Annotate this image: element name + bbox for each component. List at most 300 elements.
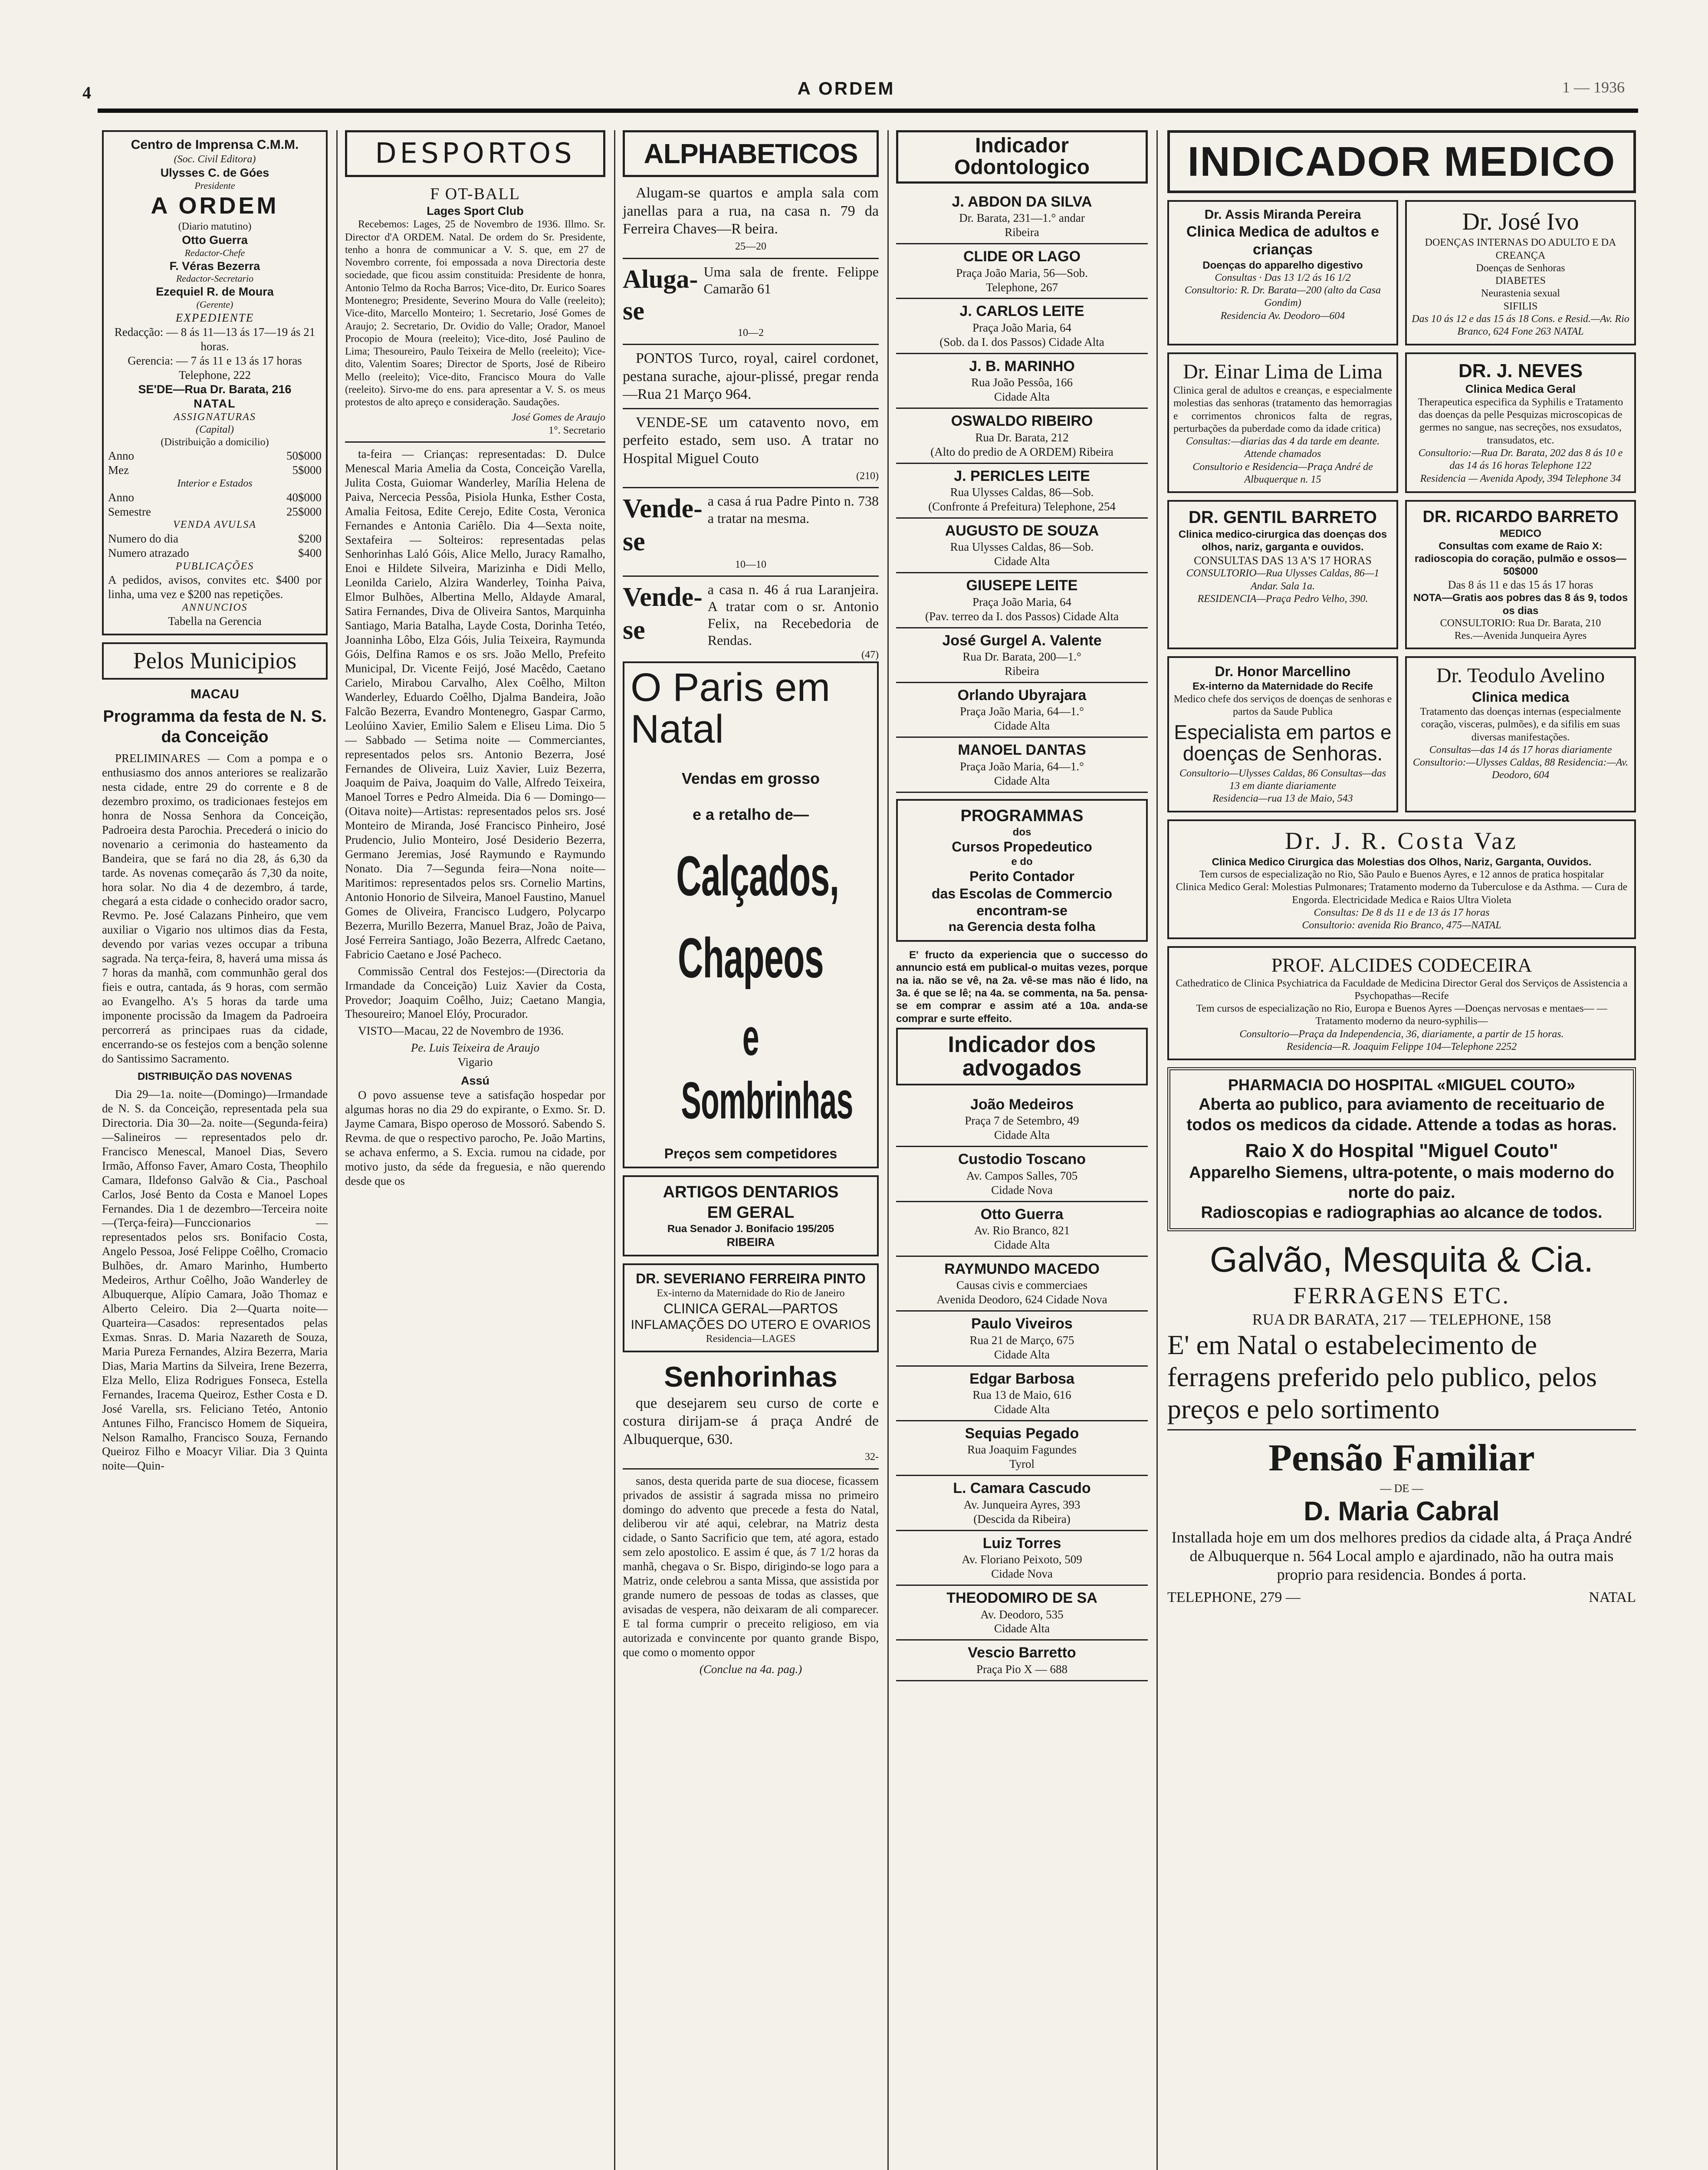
rule (623, 575, 879, 577)
visto-role: Vigario (457, 1055, 493, 1069)
dentist-name: CLIDE OR LAGO (963, 248, 1081, 265)
club-name: Lages Sport Club (427, 204, 524, 218)
dentist-address: Praça João Maria, 56—Sob. (956, 266, 1088, 279)
dentist-entry (896, 409, 1148, 464)
ad-vende-se-1-title: Vende-se (623, 494, 703, 557)
rule (345, 441, 605, 443)
card-jose-ivo (1405, 200, 1636, 345)
paris-calcados: Calçados, (676, 844, 839, 908)
paris-chapeos: Chapeos (677, 926, 824, 990)
doctor-l3: Consultas · Das 13 1/2 ás 16 1/2 (1215, 272, 1351, 283)
novenas-text: Dia 29—1a. noite—(Domingo)—Irmandade de N. S. da Conceição, representada pela sua Directoria. Dia 30—2a. noite—(Segunda-feira)—Salineiros — representados pelo dr. Francisco Menescal, Manoel Dias, Severo Irmão, Affonso Faver, Amaro Costa, Theophilo Camara, Ildefonso Galvão & Cia., Paschoal Carlos, José Bento da Costa e Manoel Lopes Fernandes. Dia 1 de dezembro—Terceira noite—(Terça-feira)—Funccionarios — representados pelos srs. Bonifacio Costa, Angelo Pessoa, José Felippe Coêlho, Cromacio Bulhões, dr. Amaro Marinho, Humberto Medeiros, Arthur Coêlho, João Wanderley de Albuquerque, Alípio Camara, João Thomaz e Alberto Celeiro. Dia 2—Quarta noite—Quarteira—Casados: representados pelas Exmas. Snras. D. Maria Nazareth de Souza, Maria Pureza Fernandes, Alzira Bezerra, Maria Dias, Maria Martins da Silveira, Irene Bezerra, Elza Mello, Eliza Rodrigues Fonseca, Estella Fernandes, Iracema Queiroz, Esther Costa e D. José Varella, srs. Feliciano Tetéo, Antonio Antunes Filho, Francisco Homem de Siqueira, Nelson Ramalho, Francisco Souza, Fernando Queiroz Filho e Moacyr Viliar. Dia 3 Quinta noite—Quin- (102, 1088, 328, 1473)
lawyer-address: Rua Joaquim Fagundes (967, 1443, 1077, 1457)
pharmacia-l1: Aberta ao publico, para aviamento de receituario de todos os medicos da cidade. Attende a todas as horas. (1186, 1095, 1617, 1134)
column-rule (887, 130, 889, 2170)
doctor-l3: Consultorio:—Ulysses Caldas, 88 Residencia:—Av. Deodoro, 604 (1412, 757, 1629, 781)
paris-sombrinhas: e Sombrinhas (681, 1008, 853, 1130)
lawyer-name: THEODOMIRO DE SA (946, 1590, 1097, 1607)
card-j-neves (1405, 352, 1636, 493)
doctor-l3: DIABETES (1495, 275, 1546, 287)
senhorinhas-code: 32- (865, 1451, 879, 1463)
distrib-title: DISTRIBUIÇÃO DAS NOVENAS (137, 1070, 292, 1082)
club-sign: José Gomes de Araujo (511, 412, 605, 424)
dentist-address: Rua Dr. Barata, 212 (975, 431, 1069, 444)
page-number: 4 (82, 83, 91, 102)
lawyer-name: Vescio Barretto (968, 1644, 1076, 1661)
dentist-name: J. PERICLES LEITE (954, 467, 1090, 484)
doctor-l1: Cathedratico de Clinica Psychiatrica da Faculdade de Medicina Director Geral dos Serviços de Assistencia a Psychopathas—Recife (1176, 977, 1628, 1002)
paper-sub: (Diario matutino) (178, 220, 252, 232)
dentist-address: Rua Ulysses Caldas, 86—Sob. (950, 485, 1094, 499)
telephone: Telephone, 222 (178, 368, 251, 381)
ad-pharmacia (1167, 1067, 1636, 1231)
doctor-l3: Consultorio e Residencia—Praça André de Albuquerque n. 15 (1192, 461, 1373, 485)
dentist-address: (Pav. terreo da I. dos Passos) Cidade Alta (925, 609, 1119, 623)
dentist-entry (896, 464, 1148, 519)
lawyer-address: Rua 13 de Maio, 616 (972, 1388, 1071, 1402)
dentist-address: (Alto do predio de A ORDEM) Ribeira (930, 445, 1113, 458)
pharmacia-l3: Apparelho Siemens, ultra-potente, o mais moderno do norte do paiz. (1189, 1163, 1614, 1202)
dentist-address: Rua João Pessôa, 166 (971, 376, 1073, 389)
advogados-line2: advogados (962, 1055, 1082, 1081)
staff-chief-role: Redactor-Chefe (184, 247, 245, 258)
lawyer-address: Av. Campos Salles, 705 (966, 1169, 1078, 1182)
doctor-name: PROF. ALCIDES CODECEIRA (1271, 953, 1532, 976)
doctor-l4: NOTA—Gratis aos pobres das 8 ás 9, todos os dias (1413, 592, 1628, 617)
card-assis-miranda (1167, 200, 1398, 345)
visto-sign: Pe. Luis Teixeira de Araujo (411, 1041, 540, 1055)
dentist-list (896, 190, 1148, 793)
doctor-l2: Doenças do apparelho digestivo (1202, 259, 1363, 271)
advogados-line1: Indicador dos (948, 1032, 1096, 1057)
doctor-name: Dr. Assis Miranda Pereira (1204, 207, 1361, 222)
rule (623, 408, 879, 409)
card-einar-lima (1167, 352, 1398, 493)
lawyer-address: Rua 21 de Março, 675 (969, 1333, 1074, 1347)
ad-pensao-familiar (1167, 1435, 1636, 1607)
dr-severiano-l3: CLINICA GERAL—PARTOS (663, 1300, 838, 1316)
lawyer-name: Sequias Pegado (965, 1425, 1079, 1442)
price-row-mez: Mez 5$000 (108, 464, 322, 477)
ad-galvao-mesquita (1167, 1238, 1636, 1425)
commissao-text: Commissão Central dos Festejos:—(Directoria da Irmandade da Conceição) Luiz Xavier da Costa, Provedor; Joaquim Coêlho, Juiz; Caetano Mangia, Thesoureiro; Manoel Elóy, Procurador. (345, 964, 605, 1021)
ad-vende-se-2-code: (47) (861, 649, 879, 661)
dentist-name: J. CARLOS LEITE (959, 303, 1084, 320)
preliminares-text: PRELIMINARES — Com a pompa e o enthusiasmo dos annos anteriores se realizarão nesta cidade, entre 29 do corrente e 8 de dezembro proximo, os tradicionaes festejos em honra de Nossa Senhora da Conceição, Padroeira desta Parochia. Precederá o inicio do novenario a cerimonia do hasteamento da Bandeira, que se fará no dia 28, ás 6,30 da tarde. As novenas começarão ás 7,30 da noite, hora solar. No dia 4 de dezembro, á tarde, chegará a esta cidade o conhecido orador sacro, Revmo. Pe. José Calazans Pinheiro, que vem auxiliar o Vigario nos ultimos dias da Festa, devendo por varias vezes occupar a tribuna sagrada. Na terça-feira, 8, haverá uma missa ás 7 horas da manhã, com communhão geral dos fieis e outra, cantada, ás 9 horas, com sermão ao Evangelho. A's 5 horas da tarde uma imponente procissão da Imagem da Padroeira percorrerá as principaes ruas da cidade, encerrando-se os festejos com a benção solenne do Santissimo Sacramento. (102, 752, 328, 1065)
doctor-l1: MEDICO (1500, 527, 1541, 539)
doctor-l5: Consultorio: avenida Rio Branco, 475—NATAL (1302, 920, 1501, 931)
pensao-owner: D. Maria Cabral (1304, 1496, 1500, 1527)
ad-aluga-se-code: 10—2 (738, 327, 764, 339)
card-honor-marcellino (1167, 656, 1398, 812)
doctor-l5: Residencia Av. Deodoro—604 (1220, 310, 1345, 322)
doctor-l2: Medico chefe dos serviços de doenças de senhoras e partos da Saude Publica (1173, 693, 1392, 717)
card-gentil-barreto (1167, 500, 1398, 649)
dentist-name: AUGUSTO DE SOUZA (945, 522, 1099, 539)
annuncios-heading: ANNUNCIOS (182, 602, 248, 613)
lawyer-address: Praça Pio X — 688 (976, 1662, 1068, 1676)
lawyer-address: Avenida Deodoro, 624 Cidade Nova (936, 1293, 1107, 1306)
ad-vende-se-1 (623, 493, 879, 558)
pensao-name: Pensão Familiar (1268, 1437, 1535, 1480)
doctor-l3: Consultorio—Praça da Independencia, 36, diariamente, a partir de 15 horas. (1239, 1028, 1564, 1040)
dentist-address: Cidade Alta (994, 774, 1050, 787)
doctor-l4: Residencia—R. Joaquim Felippe 104—Telephone 2252 (1286, 1041, 1517, 1052)
doctor-l2: Consultas com exame de Raio X: radioscopia do coração, pulmão e ossos—50$000 (1414, 540, 1627, 578)
lawyer-address: (Descida da Ribeira) (973, 1512, 1071, 1526)
ad-aluga-se-text: Uma sala de frente. Felippe Camarão 61 (703, 263, 879, 296)
fructo-text: E' fructo da experiencia que o successo do annuncio está em publical-o muitas vezes, porque na ia. não se vê, na 2a. vê-se mas não é lido, na 3a. é que se lê; na 4a. se commenta, na 5a. pensa-se em comprar e assim até a 10a. anda-se comprar e surte effeito. (896, 949, 1148, 1025)
doctor-l2: Tem cursos de especialização no Rio, São Paulo e Buenos Ayres, e 12 annos de pratica hospitalar (1199, 869, 1604, 881)
lawyer-address: Cidade Nova (991, 1567, 1053, 1581)
artigos-line3: Rua Senador J. Bonifacio 195/205 (667, 1223, 834, 1235)
staff-secretary: F. Véras Bezerra (169, 259, 260, 273)
doctor-name: Dr. Einar Lima de Lima (1183, 360, 1383, 383)
doctor-name: Dr. José Ivo (1462, 208, 1579, 236)
ad-artigos-dentarios (623, 1175, 879, 1256)
doctor-l3: CONSULTORIO—Rua Ulysses Caldas, 86—1 Andar. Sala 1a. (1186, 568, 1380, 592)
staff-president: Ulysses C. de Góes (160, 166, 269, 179)
column-rule (336, 130, 338, 2170)
rule (1167, 1429, 1636, 1430)
dentist-name: J. B. MARINHO (969, 358, 1075, 375)
doctor-desc: Clinica geral de adultos e creanças, e especialmente molestias das senhoras (tratamento das hemorragias e corrimentos chronicos falta de regras, perturbações da puberdade como da idade critica) (1173, 385, 1392, 434)
lawyer-name: L. Camara Cascudo (953, 1480, 1091, 1497)
club-letter: Recebemos: Lages, 25 de Novembro de 1936. Illmo. Sr. Director d'A ORDEM. Natal. De ordem do Sr. Presidente, tenho a honra de communicar a V. S. que, em 27 de Novembro corrente, foi empossada a nova Directoria deste sociedade, que ficou assim constituida: Presidente de honra, Antonio Telmo da Rocha Barros; Vice-dito, Dr. Eurico Soares Montenegro; Presidente, Severino Moura do Valle (reeleito); Vice-dito, Marcello Monteiro; 1. Secretario, José Gomes de Araujo; 2. Secretario, Dr. Ovidio do Valle; Orador, Manoel Procopio de Moura (reeleito); Vice-dito, José Paulino de Lima; Thesoureiro, Paulo Teixeira de Mello (reeleito); Vice-dito, Valentim Soares; Director de Sports, José de Ribeiro Mello (reeleito); Vice-dito, Francisco Moura do Valle (reeleito). Sirvo-me do ens. para apresentar a V. S. os meus protestos de alto apreço e consideração. Saudações. (345, 219, 605, 408)
doctor-l3: Clinica Medico Geral: Molestias Pulmonares; Tratamento moderno da Tuberculose e da Asthma. — Cura de Engorda. Electricidade Medica e Raios Ultra Violeta (1176, 881, 1628, 906)
doctor-name: DR. GENTIL BARRETO (1188, 508, 1377, 527)
dentist-name: MANOEL DANTAS (958, 742, 1086, 759)
lawyer-address: Tyrol (1009, 1457, 1035, 1471)
doctor-name: Dr. J. R. Costa Vaz (1285, 827, 1518, 855)
paris-retalho: e a retalho de— (692, 806, 809, 824)
doctor-l1: Clinica Medica Geral (1465, 382, 1576, 396)
lawyer-address: Causas civis e commerciaes (956, 1279, 1088, 1292)
lawyer-address: Cidade Alta (994, 1622, 1050, 1635)
ad-paris (623, 661, 879, 1168)
ad-alugam-code: 25—20 (735, 241, 766, 253)
ad-alugam: Alugam-se quartos e ampla sala com janellas para a rua, na casa n. 79 da Ferreira Chaves—R beira. (623, 185, 879, 237)
interior-label: Interior e Estados (177, 478, 253, 490)
lawyer-address: Praça 7 de Setembro, 49 (965, 1114, 1079, 1128)
doctor-specialty: Especialista em partos e doenças de Senhoras. (1174, 721, 1392, 765)
dr-severiano-l2: Ex-interno da Maternidade do Rio de Janeiro (657, 1288, 845, 1299)
dentist-entry (896, 190, 1148, 244)
card-teodulo-avelino (1405, 656, 1636, 812)
doctor-l5: CONSULTORIO: Rua Dr. Barata, 210 (1440, 617, 1601, 629)
column-5 (1163, 130, 1640, 2170)
doctor-l3: Das 8 ás 11 e das 15 ás 17 horas (1448, 578, 1593, 591)
paper-name: A ORDEM (151, 192, 279, 219)
paris-line1: O Paris em (631, 665, 831, 710)
ad-aluga-se (623, 263, 879, 327)
galvao-name: Galvão, Mesquita & Cia. (1209, 1240, 1594, 1279)
paris-precos: Preços sem competidores (664, 1146, 838, 1162)
dentist-entry (896, 354, 1148, 409)
doctor-l2: Consultorio:—Rua Dr. Barata, 202 das 8 ás 10 e das 14 ás 16 horas Telephone 122 (1418, 447, 1623, 472)
doctor-l4: RESIDENCIA—Praça Pedro Velho, 390. (1197, 593, 1368, 605)
paris-line2: Natal (631, 707, 724, 752)
dentist-address: Praça João Maria, 64 (972, 321, 1071, 334)
expediente-heading: EXPEDIENTE (175, 311, 254, 325)
assu-continued: sanos, desta querida parte de sua diocese, ficassem privados de assistir á sagrada missa no primeiro domingo do advento que precede a festa do Natal, deliberou vir até aqui, celebrar, na Matriz desta cidade, o Santo Sacrificio que tem, até agora, estado sem zelo apostolico. E assim é que, ás 7 1/2 horas da manhã, chegava o Sr. Bispo, dirigindo-se logo para a Matriz, onde celebrou a santa Missa, que assistida por grande numero de pessoas de todas as classes, que avisadas de vespera, não deixaram de ali comparecer. E tal forma cumprir o preceito religioso, em via autorizada e convincente por quanto grande Bispo, que como o momento oppor (623, 1474, 879, 1659)
gerencia-hours: Gerencia: — 7 ás 11 e 13 ás 17 horas (128, 354, 302, 367)
club-sign-role: 1°. Secretario (549, 424, 605, 436)
alphabeticos-heading: ALPHABETICOS (623, 130, 879, 177)
dentist-address: Praça João Maria, 64—1.° (960, 705, 1084, 718)
sede-address: SE'DE—Rua Dr. Barata, 216 (138, 382, 292, 396)
staff-manager-role: (Gerente) (196, 299, 233, 310)
lawyer-address: Cidade Alta (994, 1238, 1050, 1252)
staff-manager: Ezequiel R. de Moura (156, 285, 274, 299)
dentist-name: J. ABDON DA SILVA (952, 193, 1092, 210)
pensao-tel: TELEPHONE, 279 — NATAL (1167, 1589, 1636, 1606)
indicador-line2: Odontologico (954, 156, 1090, 179)
lawyer-address: Cidade Alta (994, 1348, 1050, 1361)
dentist-address: Dr. Barata, 231—1.° andar (959, 211, 1085, 225)
annuncios-text: Tabella na Gerencia (168, 614, 262, 628)
ad-vende-se-2-title: Vende-se (623, 582, 703, 645)
lawyer-address: Cidade Alta (994, 1403, 1050, 1416)
doctor-l1: Clinica medica (1472, 689, 1570, 705)
ad-pontos: PONTOS Turco, royal, cairel cordonet, pestana surache, ajour-plissé, pregar renda—Rua 21 Março 964. (623, 350, 879, 403)
doctor-l5: Residencia—rua 13 de Maio, 543 (1212, 793, 1353, 805)
indicador-medico-heading: INDICADOR MEDICO (1167, 130, 1636, 193)
dentist-address: Cidade Alta (994, 555, 1050, 568)
doctor-l6: Das 10 ás 12 e das 15 ás 18 Cons. e Resid.—Av. Rio Branco, 624 Fone 263 NATAL (1412, 313, 1629, 338)
column-rule (1156, 130, 1158, 2170)
dentist-entry (896, 519, 1148, 573)
lawyer-entry (896, 1147, 1148, 1202)
doctor-l1: Clinica medico-cirurgica das doenças dos olhos, nariz, garganta e ouvidos. (1178, 529, 1387, 553)
dentist-entry (896, 244, 1148, 299)
medico-grid-1 (1167, 200, 1636, 819)
doctor-l4: Consultorio—Ulysses Caldas, 86 Consultas—das 13 em diante diariamente (1179, 767, 1386, 792)
pensao-de: — DE — (1380, 1482, 1423, 1495)
galvao-l2: RUA DR BARATA, 217 — TELEPHONE, 158 (1252, 1310, 1551, 1328)
conclue-note: (Conclue na 4a. pag.) (699, 1662, 802, 1676)
column-1 (98, 130, 332, 2170)
doctor-name: DR. J. NEVES (1458, 360, 1583, 381)
pharmacia-l2: Raio X do Hospital "Miguel Couto" (1245, 1140, 1558, 1161)
artigos-line2: EM GERAL (707, 1203, 795, 1222)
advogados-heading (896, 1028, 1148, 1085)
doctor-l2: Consultas—das 14 ás 17 horas diariamente (1429, 744, 1612, 756)
visto-text: VISTO—Macau, 22 de Novembro de 1936. (358, 1024, 564, 1038)
doctor-name: DR. RICARDO BARRETO (1422, 508, 1619, 526)
ad-aluga-se-title: Aluga-se (623, 264, 698, 325)
football-heading: F OT-BALL (430, 185, 520, 204)
senhorinhas-text: que desejarem seu curso de corte e costura dirijam-se á praça André de Albuquerque, 630. (623, 1395, 879, 1447)
doctor-name: Dr. Honor Marcellino (1215, 664, 1351, 680)
rule (623, 258, 879, 259)
distrib-label: (Distribuição a domicilio) (161, 437, 269, 448)
prog-line5: Perito Contador (969, 868, 1074, 884)
doctor-l4: Neurastenia sexual (1481, 288, 1560, 299)
lawyer-address: Cidade Nova (991, 1183, 1053, 1197)
doctor-l2: Doenças de Senhoras (1476, 262, 1565, 274)
doctor-l5: SIFILIS (1503, 300, 1538, 312)
doctor-l6: Res.—Avenida Junqueira Ayres (1454, 630, 1587, 642)
desportos-heading: DESPORTOS (345, 130, 605, 177)
prog-line4: e do (1011, 856, 1033, 868)
assu-text: O povo assuense teve a satisfação hospedar por algumas horas no dia 29 do expirante, o Exmo. Sr. D. Jayme Camara, Bispo operoso de Mossoró. Sabendo S. Revma. de que o respectivo parocho, Pe. João Martins, se achava enfermo, a S. Excia. rumou na cidade, por motivo justo, da séde da freguesia, e não querendo desde que os (345, 1088, 605, 1187)
doctor-desc: Tratamento das doenças internas (especialmente coração, visceras, pulmões), e da sifilis em suas diversas manifestações. (1420, 706, 1621, 743)
redacao-hours: Redacção: — 8 ás 11—13 ás 17—19 ás 21 horas. (114, 326, 315, 353)
dentist-entry (896, 738, 1148, 792)
doctor-l1: Ex-interno da Maternidade do Recife (1192, 681, 1373, 693)
ad-catavento-code: (210) (856, 470, 879, 482)
dentist-address: Ribeira (1005, 226, 1039, 239)
programa-title: Programma da festa de N. S. da Conceição (103, 707, 327, 746)
lawyer-entry (896, 1641, 1148, 1681)
senhorinhas-heading: Senhorinhas (664, 1361, 838, 1393)
doctor-l2: CONSULTAS DAS 13 A'S 17 HORAS (1194, 554, 1372, 567)
prog-line1: PROGRAMMAS (960, 806, 1084, 825)
dr-severiano-l5: Residencia—LAGES (706, 1333, 796, 1345)
price-row-semestre: Semestre 25$000 (108, 505, 322, 518)
doctor-l4: Consultas: De 8 ds 11 e de 13 ás 17 horas (1314, 907, 1490, 919)
masthead-title: A ORDEM (797, 78, 895, 99)
lawyer-entry (896, 1257, 1148, 1312)
dentist-address: Rua Ulysses Caldas, 86—Sob. (950, 540, 1094, 554)
lawyer-address: Cidade Alta (994, 1128, 1050, 1142)
doctor-l2: Consultas:—diarias das 4 da tarde em deante. Attende chamados (1186, 436, 1380, 460)
dentist-address: Praça João Maria, 64—1.° (960, 760, 1084, 773)
doctor-l1: DOENÇAS INTERNAS DO ADULTO E DA CREANÇA (1425, 237, 1616, 261)
publicacoes-text: A pedidos, avisos, convites etc. $400 por linha, uma vez e $200 nas repetições. (108, 573, 322, 601)
lawyer-entry (896, 1202, 1148, 1257)
galvao-l1: FERRAGENS ETC. (1293, 1282, 1511, 1309)
venda-heading: VENDA AVULSA (173, 519, 256, 531)
lawyer-name: João Medeiros (970, 1096, 1074, 1113)
price-row-numero-atrazado: Numero atrazado $400 (108, 546, 322, 559)
prog-line6: das Escolas de Commercio (931, 885, 1113, 901)
column-rule (614, 130, 615, 2170)
price-row-anno: Anno 50$000 (108, 449, 322, 463)
dentist-address: Cidade Alta (994, 719, 1050, 733)
dentist-address: Ribeira (1005, 664, 1039, 677)
dentist-name: GIUSEPE LEITE (966, 577, 1078, 594)
company-sub: (Soc. Civil Editora) (174, 153, 256, 165)
header-date: 1 — 1936 (1562, 79, 1625, 96)
paris-vendas: Vendas em grosso (681, 769, 820, 787)
dentist-address: Rua Dr. Barata, 200—1.° (962, 650, 1081, 663)
dr-severiano-l4: INFLAMAÇÕES DO UTERO E OVARIOS (631, 1317, 871, 1332)
ad-vende-se-2-text: a casa n. 46 á rua Laranjeira. A tratar com o sr. Antonio Felix, na Recebedoria de Rendas. (707, 581, 879, 648)
lawyer-name: RAYMUNDO MACEDO (944, 1260, 1100, 1277)
doctor-l4: Consultorio: R. Dr. Barata—200 (alto da Casa Gondim) (1184, 285, 1381, 309)
macau-heading: MACAU (191, 687, 239, 701)
prog-line2: dos (1012, 826, 1031, 838)
lawyer-entry (896, 1531, 1148, 1586)
prog-line8: na Gerencia desta folha (948, 919, 1096, 934)
lawyer-entry (896, 1476, 1148, 1531)
indicador-odontologico-heading (896, 130, 1148, 184)
dentist-name: OSWALDO RIBEIRO (951, 413, 1093, 430)
staff-president-role: Presidente (194, 180, 235, 191)
dentist-entry (896, 299, 1148, 354)
ad-catavento: VENDE-SE um catavento novo, em perfeito estado, sem uso. A tratar no Hospital Miguel Couto (623, 414, 879, 467)
lawyer-name: Custodio Toscano (958, 1151, 1086, 1168)
ad-programmas (896, 799, 1148, 942)
dentist-address: (Sob. da I. dos Passos) Cidade Alta (939, 335, 1104, 349)
lawyer-entry (896, 1092, 1148, 1147)
artigos-line4: RIBEIRA (726, 1236, 775, 1249)
dentist-entry (896, 573, 1148, 628)
lawyer-entry (896, 1312, 1148, 1366)
lawyer-address: Av. Rio Branco, 821 (974, 1224, 1070, 1237)
doctor-l1: Clinica Medico Cirurgica das Molestias dos Olhos, Nariz, Garganta, Ouvidos. (1212, 856, 1592, 868)
staff-chief: Otto Guerra (182, 233, 248, 247)
lawyer-name: Paulo Viveiros (971, 1315, 1073, 1332)
lawyer-address: Av. Junqueira Ayres, 393 (963, 1498, 1081, 1511)
city: NATAL (194, 397, 236, 410)
lawyer-name: Edgar Barbosa (969, 1370, 1074, 1387)
lawyer-list (896, 1092, 1148, 1681)
pensao-text: Installada hoje em um dos melhores predios da cidade alta, á Praça André de Albuquerque n. 564 Local amplo e ajardinado, não ha outra mais proprio para residencia. Bondes á porta. (1171, 1528, 1632, 1584)
column-2 (341, 130, 610, 2170)
doctor-name: Dr. Teodulo Avelino (1436, 664, 1605, 687)
lawyer-address: Av. Floriano Peixoto, 509 (962, 1553, 1082, 1566)
municipios-heading: Pelos Municipios (102, 642, 328, 680)
rule (623, 1468, 879, 1470)
capital-label: (Capital) (196, 424, 234, 435)
company-name: Centro de Imprensa C.M.M. (131, 138, 299, 152)
dentist-address: (Confronte á Prefeitura) Telephone, 254 (928, 500, 1116, 513)
price-row-numero-dia: Numero do dia $200 (108, 532, 322, 545)
artigos-line1: ARTIGOS DENTARIOS (663, 1183, 839, 1202)
assinaturas-heading: ASSIGNATURAS (174, 411, 256, 423)
indicador-line1: Indicador (975, 134, 1069, 157)
dentist-name: José Gurgel A. Valente (942, 632, 1102, 649)
doctor-l3: Residencia — Avenida Apody, 394 Telephone 34 (1420, 473, 1621, 484)
lawyer-name: Otto Guerra (980, 1206, 1064, 1223)
lawyer-entry (896, 1421, 1148, 1476)
doctor-desc: Therapeutica especifica da Syphilis e Tratamento das doenças da pelle Pesquizas microscopicas de germes no sangue, nas secreções, nos exsudatos, transudatos, etc. (1418, 396, 1623, 446)
card-codeceira (1167, 946, 1636, 1061)
column-3 (618, 130, 883, 2170)
ad-vende-se-1-code: 10—10 (735, 559, 766, 570)
dr-severiano-name: DR. SEVERIANO FERREIRA PINTO (636, 1271, 866, 1287)
rule (623, 344, 879, 345)
dentist-name: Orlando Ubyrajara (957, 687, 1087, 704)
novenas-continued: ta-feira — Crianças: representadas: D. Dulce Menescal Maria Amelia da Costa, Conceição Varella, Julita Costa, Guiomar Wanderley, Marília Helena de Paiva, Nercecia Pessôa, Pisiola Hunka, Esther Costa, Amalia Feitosa, Edite Cerejo, Edite Costa, Veronica Fernandes e Antonia Cariêlo. Dia 4—Sexta noite, Sextafeira — Solteiros: representadas pelas Senhorinhas Laló Góis, Alice Mello, Juracy Ramalho, Enoi e Hildete Silveira, Marizinha e Didi Mello, Leonilda Carielo, Alzira Wanderley, Toinha Paiva, Elmor Bulhões, Albertina Mello, Aldayde Amaral, Satira Fernandes, Diva de Oliveira Santos, Marquinha Santiago, Maria Batalha, Layde Costa, Dorinha Tetéo, Joanninha Lôbo, Elza Góis, Julia Teixeira, Raymunda Góis, Delfina Ramos e os srs. João Mello, Prefeito Municipal, Dr. Vicente Feijó, José Macêdo, Caetano Carielo, Mirabou Carvalho, Alex Coêlho, Milton Wanderley, Eduardo Coêlho, Djalma Bandeira, João Falcão Bezerra, Evandro Montenegro, Gaspar Carmo, Leolúino Xavier, Emilio Salem e Eliseu Lima. Dio 5 — Sabbado — Setima noite — Commerciantes, representados pelos srs. Antonio Bezerra, José Fernandes de Oliveira, Luiz Xavier, Luiz Bezerra, Joaquim de Paiva, Joaquim do Valle, Alfredo Teixeira, Manoel Torres e Pedro Almeida. Dia 6 — Domingo—(Oitava noite)—Artistas: representados pelos srs. José Monteiro de Miranda, José Francisco Pinheiro, José Prudencio, Julio Monteiro, José Desiderio Bezerra, Germano Jeremias, José Raymundo e Raymundo Nonato. Dia 7—Segunda feira—Nona noite—Maritimos: representados pelos srs. Cornelio Martins, Antonio Honorio de Silveira, Manoel Faustino, Manuel Gomes de Oliveira, Francisco Ludgero, Polycarpo Bezerra, Murillo Bezerra, Manuel Braz, João de Paiva, José Ferreira Santiago, João Bezerra, Alfredc Caetano, Fabricio Caetano e José Pacheco. (345, 447, 605, 961)
pharmacia-l4: Radioscopias e radiographias ao alcance de todos. (1201, 1203, 1603, 1222)
ad-dr-severiano (623, 1263, 879, 1352)
dentist-address: Praça João Maria, 64 (972, 595, 1071, 608)
dentist-entry (896, 683, 1148, 738)
doctor-l2: Tem cursos de especialização no Rio, Europa e Buenos Ayres —Doenças nervosas e mentaes— —Tratamento moderno da neuro-syphilis— (1196, 1003, 1607, 1027)
top-rule (98, 108, 1638, 113)
rule (623, 487, 879, 488)
dentist-address: Telephone, 267 (985, 280, 1058, 294)
lawyer-address: Av. Deodoro, 535 (980, 1608, 1064, 1621)
lawyer-name: Luiz Torres (982, 1535, 1061, 1552)
lawyer-entry (896, 1367, 1148, 1421)
column-4 (892, 130, 1152, 2170)
ad-vende-se-1-text: a casa á rua Padre Pinto n. 738 a tratar na mesma. (707, 493, 879, 526)
ad-vende-se-2 (623, 581, 879, 649)
dentist-entry (896, 628, 1148, 683)
assu-heading: Assú (460, 1074, 490, 1088)
prog-line3: Cursos Propedeutico (952, 839, 1092, 855)
staff-secretary-role: Redactor-Secretario (176, 273, 254, 284)
publicacoes-heading: PUBLICAÇÕES (175, 560, 254, 572)
price-row-anno2: Anno 40$000 (108, 490, 322, 504)
dentist-address: Cidade Alta (994, 390, 1050, 404)
card-ricardo-barreto (1405, 500, 1636, 649)
